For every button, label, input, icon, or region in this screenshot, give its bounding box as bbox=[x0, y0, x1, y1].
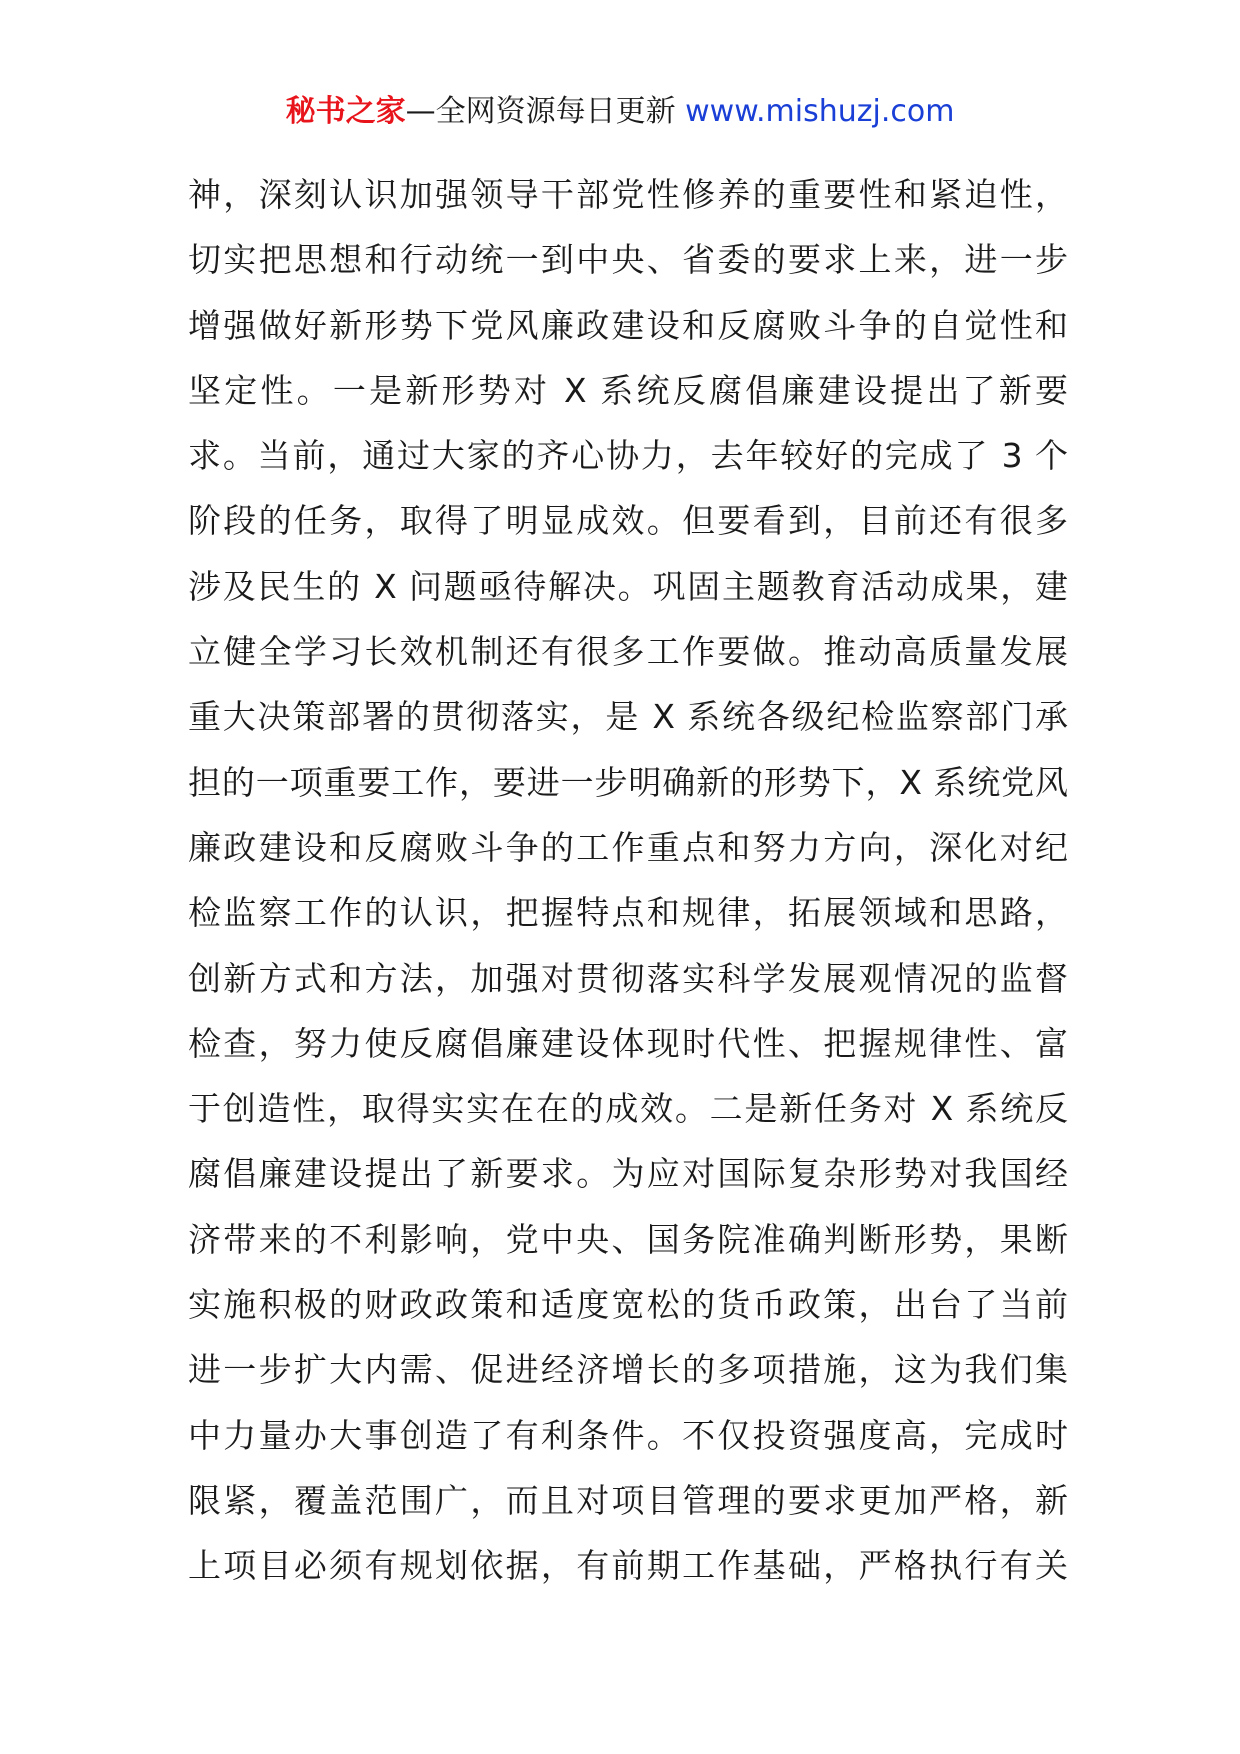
text-line: 立健全学习长效机制还有很多工作要做。推动高质量发展 bbox=[188, 632, 1068, 672]
text-line: 涉及民生的 X 问题亟待解决。巩固主题教育活动成果，建 bbox=[188, 566, 1068, 606]
text-line: 阶段的任务，取得了明显成效。但要看到，目前还有很多 bbox=[188, 501, 1068, 541]
text-line: 实施积极的财政政策和适度宽松的货币政策，出台了当前 bbox=[188, 1285, 1068, 1325]
text-line: 创新方式和方法，加强对贯彻落实科学发展观情况的监督 bbox=[188, 958, 1068, 998]
text-line: 担的一项重要工作，要进一步明确新的形势下，X 系统党风 bbox=[188, 762, 1068, 802]
text-line: 求。当前，通过大家的齐心协力，去年较好的完成了 3 个 bbox=[188, 436, 1068, 476]
text-line: 限紧，覆盖范围广，而且对项目管理的要求更加严格，新 bbox=[188, 1480, 1068, 1520]
document-body bbox=[188, 162, 1068, 1599]
text-line: 重大决策部署的贯彻落实，是 X 系统各级纪检监察部门承 bbox=[188, 697, 1068, 737]
text-line: 于创造性，取得实实在在的成效。二是新任务对 X 系统反 bbox=[188, 1089, 1068, 1129]
header-slogan: —全网资源每日更新 bbox=[405, 94, 676, 129]
page-header bbox=[0, 92, 1240, 132]
text-line: 神，深刻认识加强领导干部党性修养的重要性和紧迫性， bbox=[188, 175, 1068, 214]
text-line: 中力量办大事创造了有利条件。不仅投资强度高，完成时 bbox=[188, 1415, 1068, 1455]
site-url-link[interactable]: www.mishuzj.com bbox=[685, 94, 955, 129]
text-line: 坚定性。一是新形势对 X 系统反腐倡廉建设提出了新要 bbox=[188, 370, 1068, 410]
text-line: 廉政建设和反腐败斗争的工作重点和努力方向，深化对纪 bbox=[188, 827, 1068, 867]
text-line: 济带来的不利影响，党中央、国务院准确判断形势，果断 bbox=[188, 1219, 1068, 1259]
text-line: 上项目必须有规划依据，有前期工作基础，严格执行有关 bbox=[188, 1546, 1068, 1586]
text-line: 检监察工作的认识，把握特点和规律，拓展领域和思路， bbox=[188, 893, 1068, 933]
text-line: 腐倡廉建设提出了新要求。为应对国际复杂形势对我国经 bbox=[188, 1154, 1068, 1194]
text-line: 进一步扩大内需、促进经济增长的多项措施，这为我们集 bbox=[188, 1350, 1068, 1390]
brand-name: 秘书之家 bbox=[285, 94, 406, 129]
text-line: 增强做好新形势下党风廉政建设和反腐败斗争的自觉性和 bbox=[188, 305, 1068, 345]
text-line: 检查，努力使反腐倡廉建设体现时代性、把握规律性、富 bbox=[188, 1023, 1068, 1063]
text-line: 切实把思想和行动统一到中央、省委的要求上来，进一步 bbox=[188, 240, 1068, 280]
